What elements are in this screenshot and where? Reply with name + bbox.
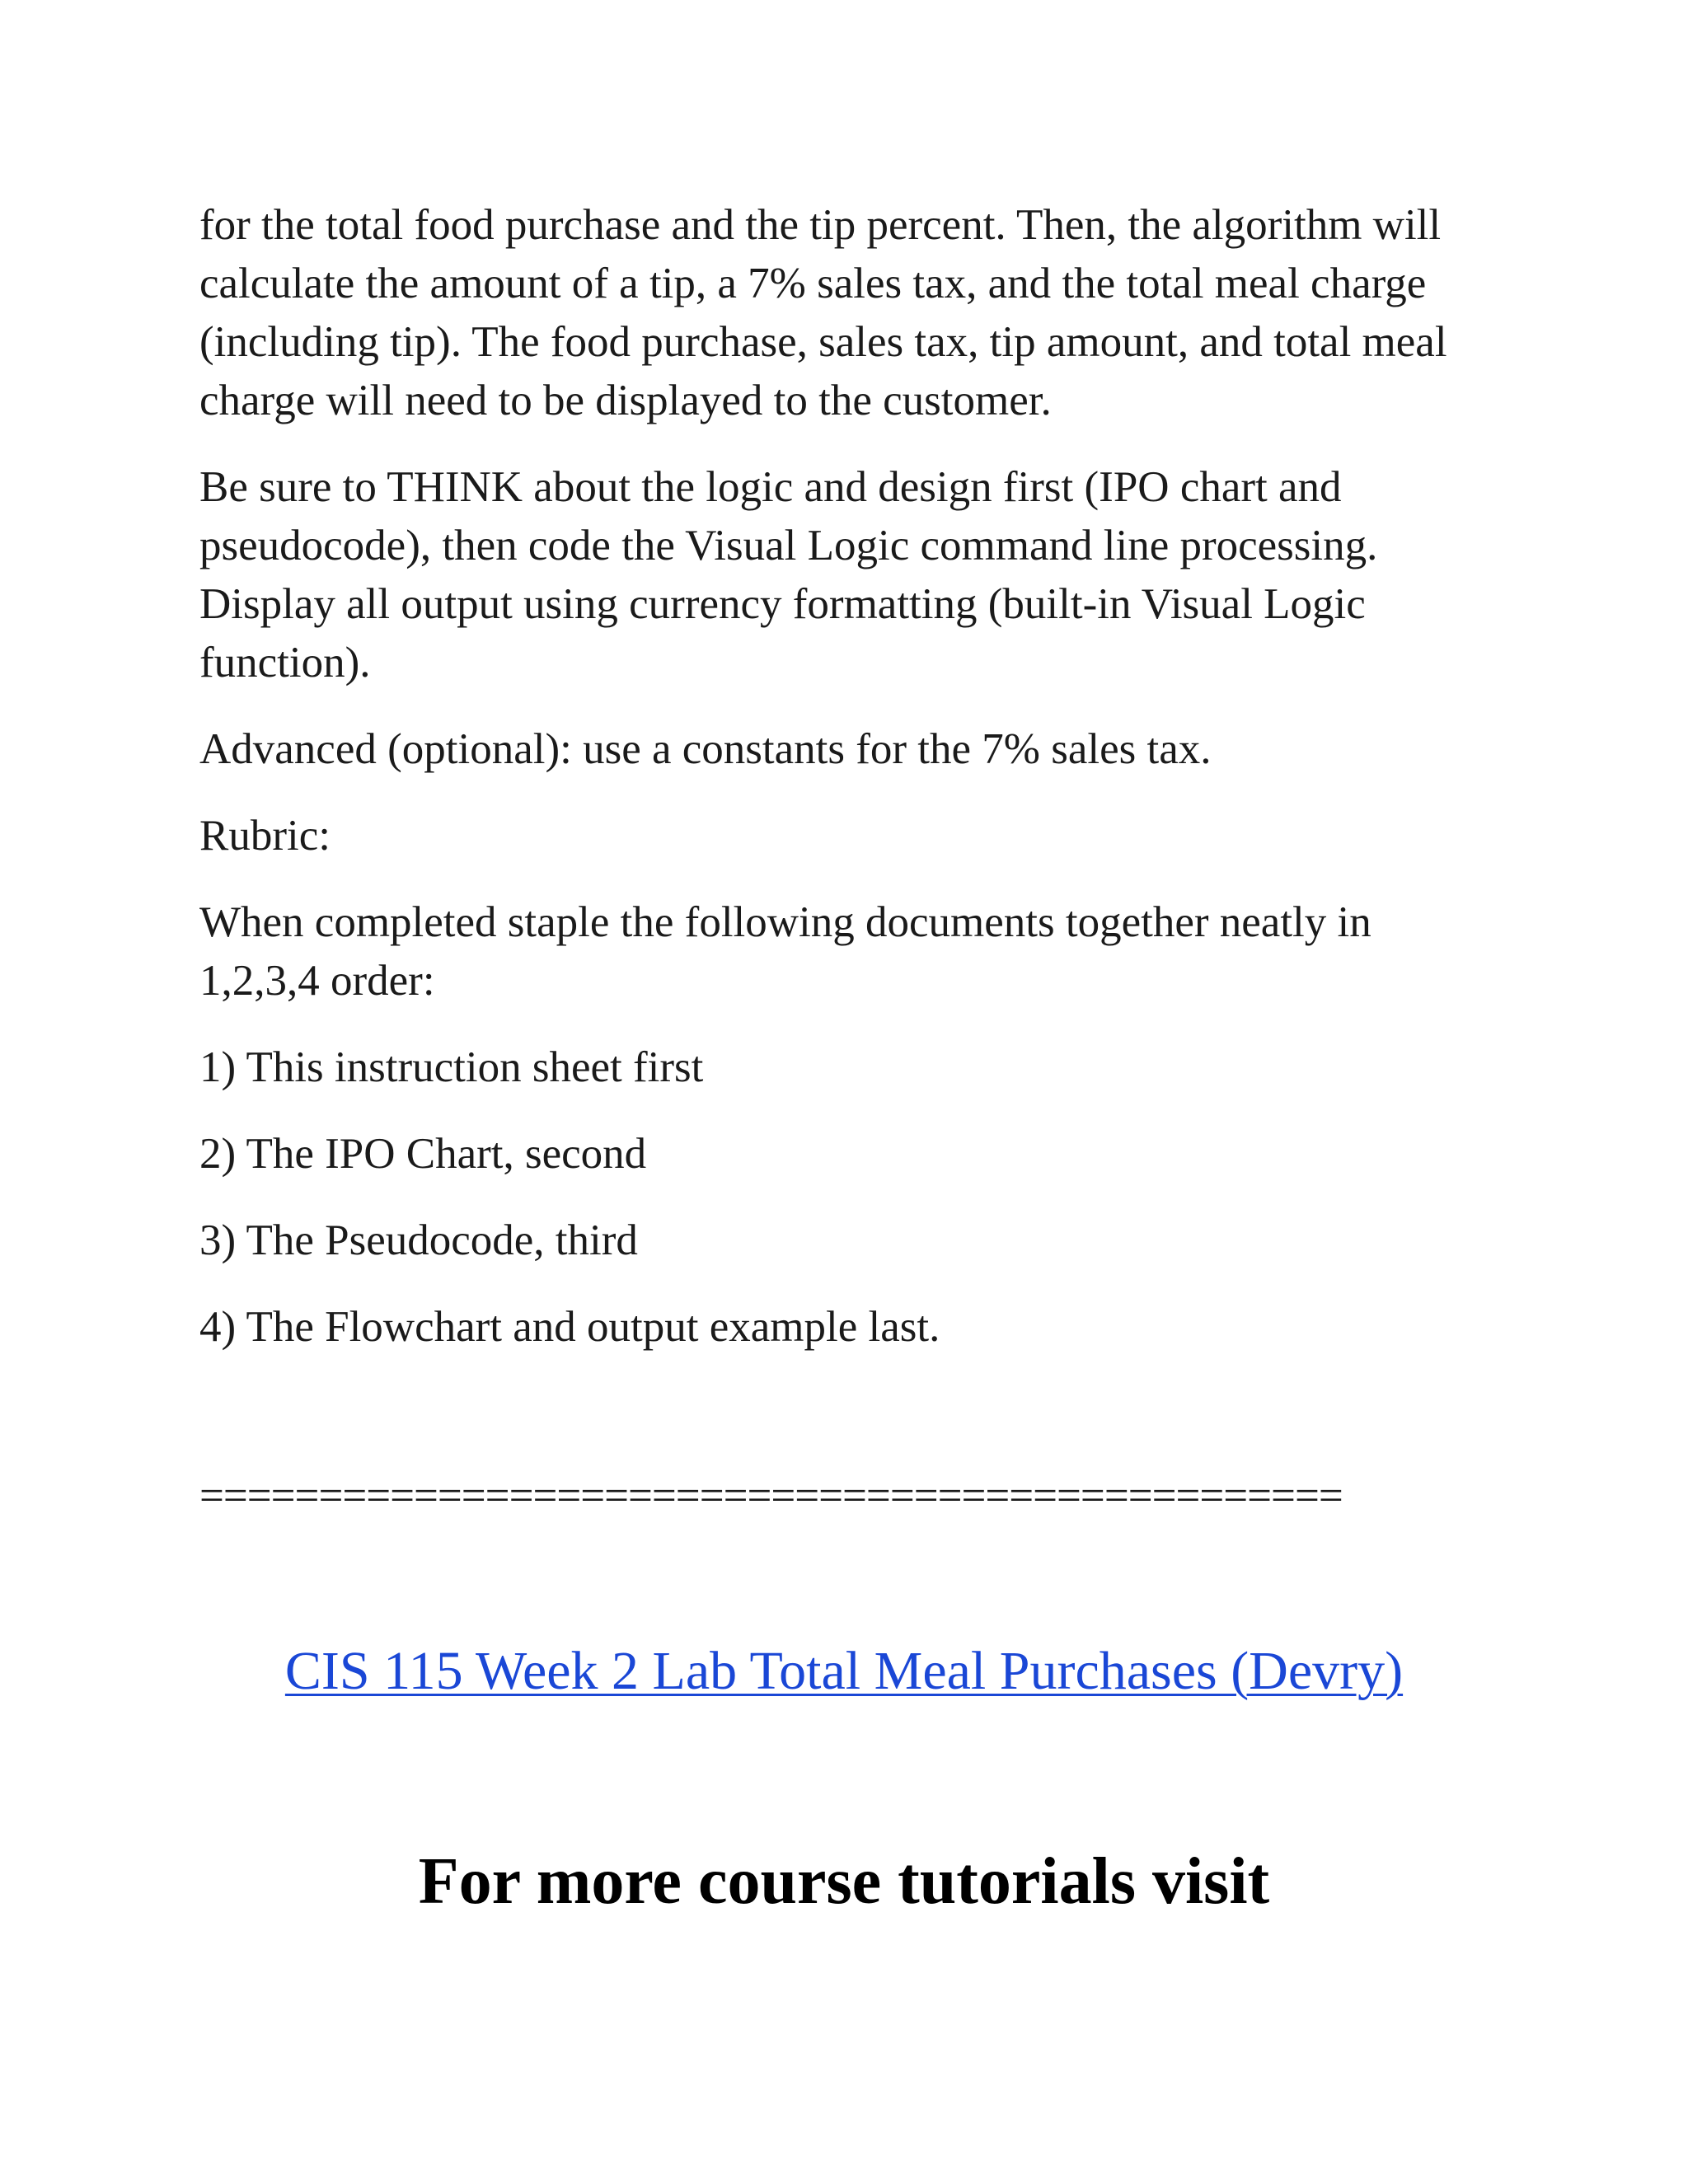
paragraph-staple: When completed staple the following documents together neatly in 1,2,3,4 order: — [199, 898, 1372, 1005]
list-item-3: 3) The Pseudocode, third — [199, 1216, 638, 1264]
separator-line: ================================================ — [199, 1472, 1343, 1520]
tutorials-heading: For more course tutorials visit — [418, 1845, 1270, 1918]
course-title-link[interactable]: CIS 115 Week 2 Lab Total Meal Purchases (Devry) — [284, 1641, 1404, 1701]
course-link-container — [0, 1638, 1688, 1704]
list-item-2: 2) The IPO Chart, second — [199, 1130, 647, 1178]
paragraph-intro: for the total food purchase and the tip percent. Then, the algorithm will calculate the amount of a tip, a 7% sales tax, and the total meal charge (including tip). The food purchase, sales tax, tip amount, and total meal charge will need to be displayed to the customer. — [199, 201, 1447, 424]
paragraph-advanced: Advanced (optional): use a constants for the 7% sales tax. — [199, 725, 1212, 773]
list-item-1: 1) This instruction sheet first — [199, 1043, 704, 1091]
paragraph-rubric: Rubric: — [199, 812, 331, 860]
list-item-4: 4) The Flowchart and output example last. — [199, 1303, 940, 1351]
paragraph-design: Be sure to THINK about the logic and design first (IPO chart and pseudocode), then code the Visual Logic command line processing. Display all output using currency formatting (built-in Visual Logic function). — [199, 463, 1378, 687]
document-body — [199, 196, 1485, 1385]
tutorials-heading-container — [0, 1842, 1688, 1921]
